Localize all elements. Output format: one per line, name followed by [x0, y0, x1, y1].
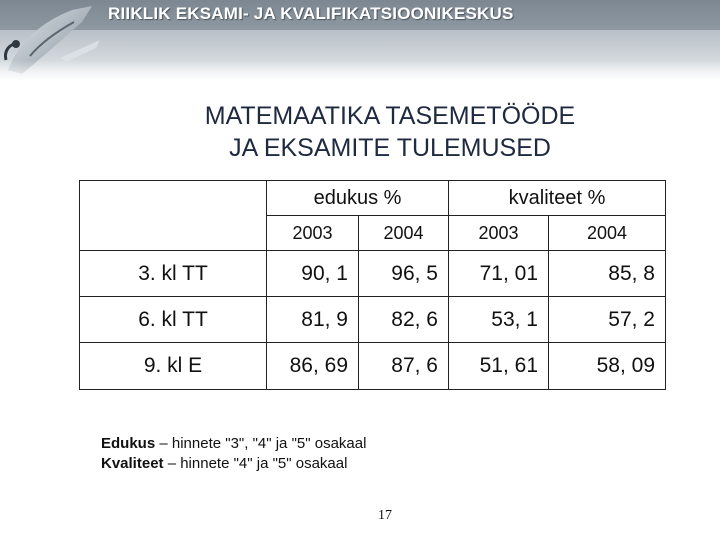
header-banner	[0, 0, 720, 80]
table-cell: 82, 6	[359, 297, 449, 343]
table-header-row	[80, 181, 666, 216]
title-line-2: JA EKSAMITE TULEMUSED	[229, 134, 551, 162]
table-row	[80, 251, 666, 297]
note-line-edukus	[101, 434, 366, 454]
year-header: 2003	[449, 216, 549, 251]
table-cell: 71, 01	[449, 251, 549, 297]
table-corner-cell	[80, 181, 267, 216]
table-cell: 53, 1	[449, 297, 549, 343]
table-cell: 58, 09	[549, 343, 666, 390]
table-cell: 87, 6	[359, 343, 449, 390]
page-title	[130, 100, 650, 164]
table-cell: 51, 61	[449, 343, 549, 390]
row-label: 6. kl TT	[80, 297, 267, 343]
banner-title: RIIKLIK EKSAMI- JA KVALIFIKATSIOONIKESKUS	[108, 4, 514, 23]
table-cell: 57, 2	[549, 297, 666, 343]
title-line-1: MATEMAATIKA TASEMETÖÖDE	[204, 102, 576, 130]
table-cell: 96, 5	[359, 251, 449, 297]
row-label: 3. kl TT	[80, 251, 267, 297]
year-header: 2004	[549, 216, 666, 251]
table-cell: 85, 8	[549, 251, 666, 297]
note-text: – hinnete "4" ja "5" osakaal	[163, 455, 348, 472]
group-header: kvaliteet %	[449, 181, 666, 216]
table-year-row	[80, 216, 666, 251]
note-term: Kvaliteet	[101, 455, 164, 472]
table-cell: 81, 9	[267, 297, 359, 343]
note-term: Edukus	[101, 435, 156, 452]
table-corner-cell	[80, 216, 267, 251]
row-label: 9. kl E	[80, 343, 267, 390]
banner-fade	[0, 60, 720, 80]
table-cell: 86, 69	[267, 343, 359, 390]
note-line-kvaliteet	[101, 454, 366, 474]
table-cell: 90, 1	[267, 251, 359, 297]
group-header: edukus %	[267, 181, 449, 216]
table-row	[80, 297, 666, 343]
year-header: 2003	[267, 216, 359, 251]
table-row	[80, 343, 666, 390]
page-number: 17	[378, 508, 392, 523]
note-text: – hinnete "3", "4" ja "5" osakaal	[155, 435, 367, 452]
definitions-note	[101, 434, 366, 474]
results-table	[79, 180, 666, 390]
year-header: 2004	[359, 216, 449, 251]
